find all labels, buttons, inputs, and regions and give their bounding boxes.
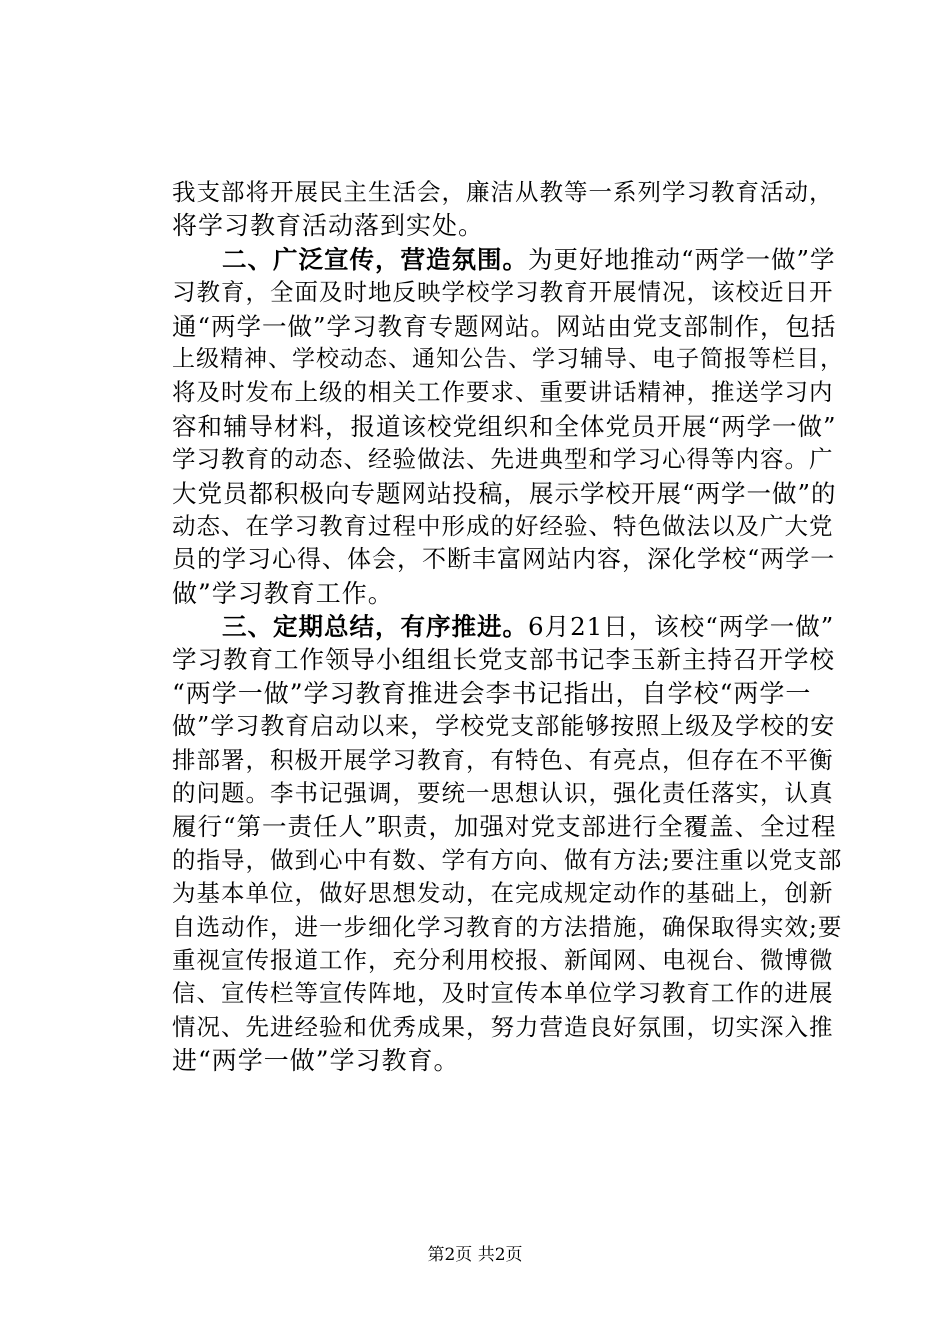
text-line: 排部署，积极开展学习教育，有特色、有亮点，但存在不平衡: [172, 745, 834, 774]
text-line: 情况、先进经验和优秀成果，努力营造良好氛围，切实深入推: [172, 1012, 834, 1041]
text-line: 员的学习心得、体会，不断丰富网站内容，深化学校“两学一: [172, 545, 836, 574]
section-two-first-line: [172, 243, 844, 276]
text-line: 的问题。李书记强调，要统一思想认识，强化责任落实，认真: [172, 779, 834, 808]
text-line: “两学一做”学习教育推进会李书记指出，自学校“两学一: [172, 678, 812, 708]
section-three-heading: 三、定期总结，有序推进。: [222, 612, 528, 642]
text-line: 的指导，做到心中有数、学有方向、做有方法;要注重以党支部: [172, 845, 843, 874]
page-number-footer: 第2页 共2页: [427, 1245, 523, 1265]
text-line: 学习教育工作领导小组组长党支部书记李玉新主持召开学校: [172, 645, 835, 675]
text-line: 重视宣传报道工作，充分利用校报、新闻网、电视台、微博微: [172, 945, 834, 974]
text-line: 自选动作，进一步细化学习教育的方法措施，确保取得实效;要: [172, 912, 843, 941]
text-line: 信、宣传栏等宣传阵地，及时宣传本单位学习教育工作的进展: [172, 979, 834, 1008]
text-line: 大党员都积极向专题网站投稿，展示学校开展“两学一做”的: [172, 478, 837, 508]
section-two-heading: 二、广泛宣传，营造氛围。: [222, 244, 528, 274]
text-line: 习教育，全面及时地反映学校学习教育开展情况，该校近日开: [172, 278, 834, 307]
text-line: 进“两学一做”学习教育。: [172, 1046, 460, 1076]
text-line: 上级精神、学校动态、通知公告、学习辅导、电子简报等栏目，: [172, 345, 844, 372]
text-line: 动态、在学习教育过程中形成的好经验、特色做法以及广大党: [172, 511, 834, 540]
text-line: 履行“第一责任人”职责，加强对党支部进行全覆盖、全过程: [172, 812, 837, 842]
text-line: 做”学习教育启动以来，学校党支部能够按照上级及学校的安: [172, 712, 836, 741]
text-run: 6月21日，该校“两学一做”: [528, 612, 835, 642]
section-three-first-line: [172, 610, 844, 643]
text-line: 做”学习教育工作。: [172, 578, 394, 608]
text-line: 我支部将开展民主生活会，廉洁从教等一系列学习教育活动，: [172, 178, 834, 206]
text-line: 通“两学一做”学习教育专题网站。网站由党支部制作，包括: [172, 311, 837, 341]
text-line: 学习教育的动态、经验做法、先进典型和学习心得等内容。广: [172, 445, 834, 474]
text-run: 为更好地推动“两学一做”学: [528, 244, 836, 274]
document-body: [172, 176, 844, 1078]
text-line: 容和辅导材料，报道该校党组织和全体党员开展“两学一做”: [172, 411, 837, 441]
text-line: 为基本单位，做好思想发动，在完成规定动作的基础上，创新: [172, 879, 834, 908]
text-line: 将及时发布上级的相关工作要求、重要讲话精神，推送学习内: [172, 378, 834, 407]
text-line: 将学习教育活动落到实处。: [172, 211, 485, 241]
